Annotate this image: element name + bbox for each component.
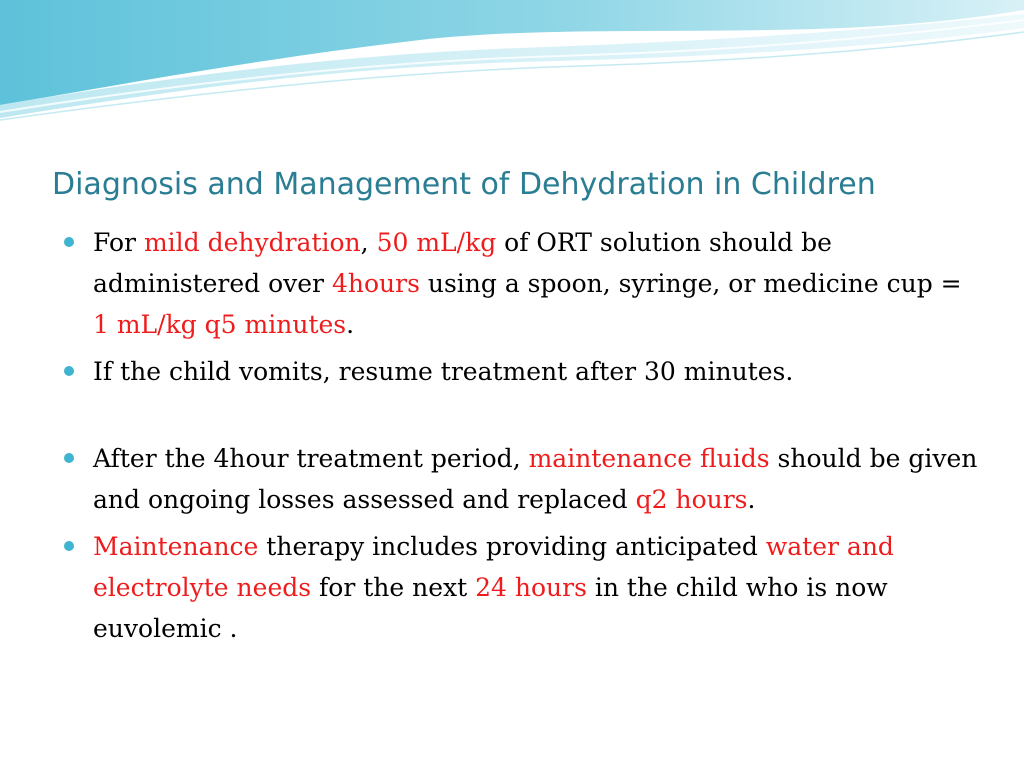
highlight-text: mild dehydration (143, 228, 361, 257)
highlight-text: water and electrolyte needs (93, 532, 894, 602)
bullet-text: Maintenance therapy includes providing anticipated water and electrolyte needs for the next 24 hours in the child who is now euvolemic . (93, 532, 894, 643)
highlight-text: 24 hours (475, 573, 587, 602)
bullet-item (60, 438, 980, 520)
highlight-text: 50 mL/kg (376, 228, 497, 257)
bullet-text: After the 4hour treatment period, maintenance fluids should be given and ongoing losses assessed and replaced q2 hours. (93, 444, 978, 514)
bullet-item (60, 222, 980, 345)
highlight-text: 1 mL/kg q5 minutes (93, 310, 347, 339)
highlight-text: q2 hours (635, 485, 748, 514)
bullet-icon (64, 541, 74, 551)
bullet-item (60, 526, 980, 649)
highlight-text: Maintenance (93, 532, 259, 561)
bullet-icon (64, 453, 74, 463)
bullet-text: For mild dehydration, 50 mL/kg of ORT solution should be administered over 4hours using a spoon, syringe, or medicine cup = 1 mL/kg q5 minutes. (93, 228, 962, 339)
decorative-wave-header (0, 0, 1024, 130)
highlight-text: maintenance fluids (528, 444, 770, 473)
bullet-list (60, 222, 980, 655)
highlight-text: 4hours (331, 269, 420, 298)
bullet-icon (64, 366, 74, 376)
bullet-icon (64, 237, 74, 247)
slide-title: Diagnosis and Management of Dehydration in Children (52, 167, 876, 202)
bullet-item (60, 351, 980, 392)
bullet-text: If the child vomits, resume treatment after 30 minutes. (93, 357, 794, 386)
